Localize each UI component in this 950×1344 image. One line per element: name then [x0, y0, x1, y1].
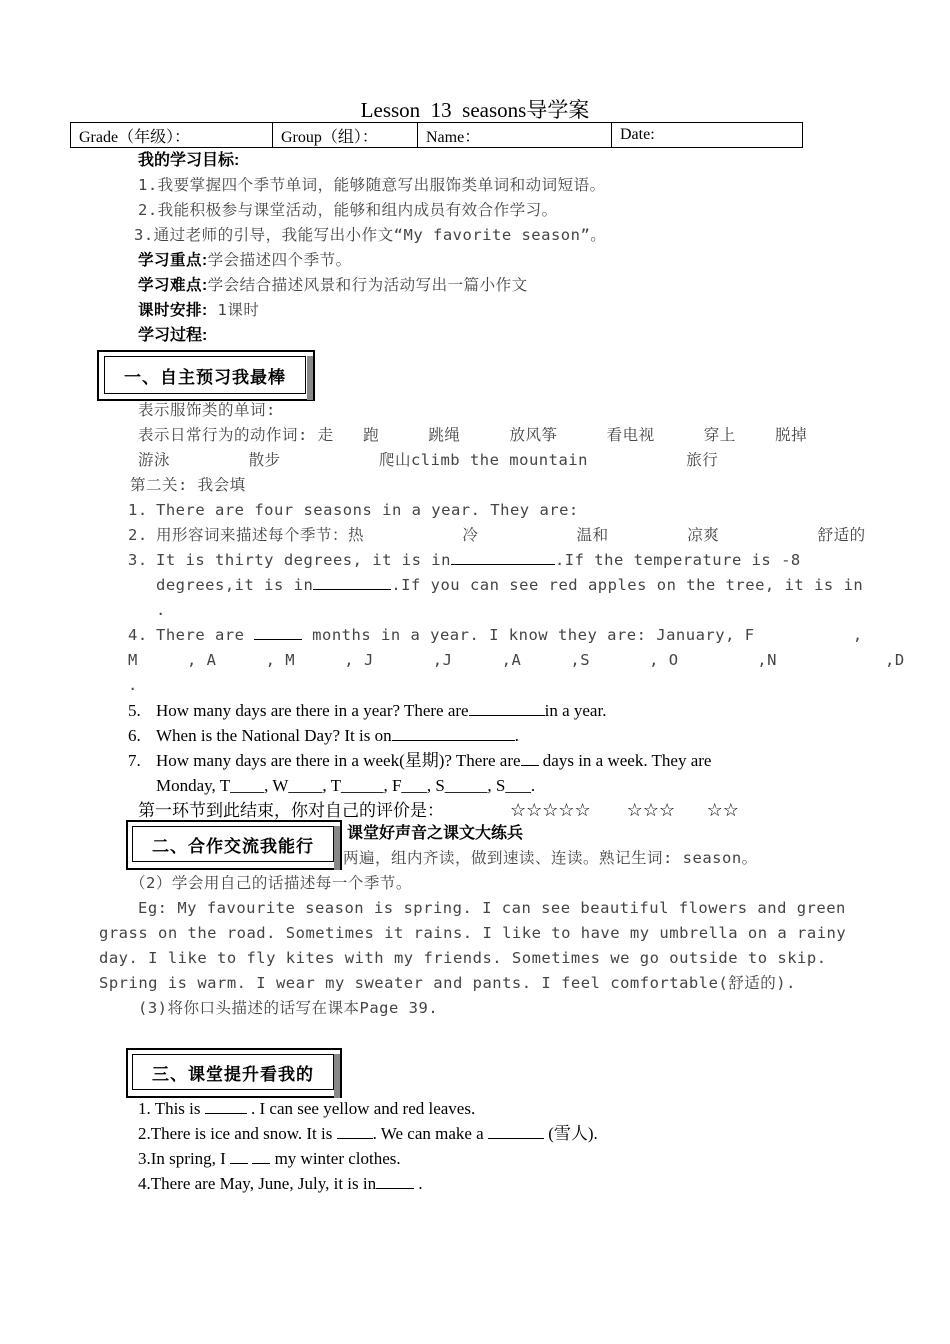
section2-line-2: （2）学会用自己的话描述每一个季节。 [130, 874, 412, 892]
page-title: Lesson 13 seasons导学案 [360, 98, 590, 122]
verbs-line-1: 表示日常行为的动作词: 走 跑 跳绳 放风筝 看电视 穿上 脱掉 [138, 426, 808, 444]
goals-heading: 我的学习目标: [138, 152, 240, 169]
name-field[interactable]: Name： [418, 123, 612, 148]
question-2: 2. 用形容词来描述每个季节：热 冷 温和 凉爽 舒适的 [128, 526, 866, 544]
date-field[interactable]: Date: [612, 123, 803, 148]
section3-box [126, 1048, 346, 1100]
question-4-months: M , A , M , J ,J ,A ,S , O ,N ,D [128, 651, 905, 669]
schedule-line [138, 298, 259, 323]
schedule-label: 课时安排: [138, 302, 208, 319]
focus-label: 学习重点: [138, 252, 208, 269]
exercise-1: 1. This is . I can see yellow and red leaves. [138, 1099, 476, 1118]
question-4: 4. There are months in a year. I know they are: January, F , [128, 626, 863, 644]
question-5: 5. How many days are there in a year? There are in a year. [128, 701, 607, 720]
verbs-line-2: 游泳 散步 爬山climb the mountain 旅行 [138, 451, 719, 469]
exercise-4: 4.There are May, June, July, it is in . [138, 1174, 423, 1193]
blank[interactable] [521, 751, 539, 766]
clothes-words: 表示服饰类的单词: [138, 401, 276, 419]
process-label: 学习过程: [138, 327, 208, 344]
blank[interactable] [252, 1149, 270, 1164]
exercise-3: 3.In spring, I my winter clothes. [138, 1149, 401, 1168]
blank[interactable] [392, 726, 515, 741]
example-line-4: Spring is warm. I wear my sweater and pants. I feel comfortable(舒适的). [99, 974, 796, 992]
level2-heading: 第二关: 我会填 [130, 476, 246, 494]
question-7: 7. How many days are there in a week(星期)? There are days in a week. They are [128, 751, 712, 770]
section2-title: 二、合作交流我能行 [132, 826, 334, 862]
example-line-2: grass on the road. Sometimes it rains. I like to have my umbrella on a rainy [99, 924, 847, 942]
question-3-end: . [156, 601, 166, 619]
difficulty-line [138, 273, 528, 298]
blank[interactable] [254, 625, 302, 640]
section3-title: 三、课堂提升看我的 [132, 1054, 334, 1090]
section2-line-3: (3)将你口头描述的话写在课本Page 39. [138, 999, 439, 1017]
blank[interactable] [205, 1099, 247, 1114]
focus-text: 学会描述四个季节。 [207, 251, 352, 269]
section2-line-1: 两遍，组内齐读，做到速读、连读。熟记生词: season。 [343, 849, 758, 867]
question-1: 1. There are four seasons in a year. They are: [128, 501, 579, 519]
section1-box [97, 350, 317, 402]
grade-field[interactable]: Grade（年级）： [71, 123, 273, 148]
info-table [70, 122, 803, 148]
section2-box [126, 820, 346, 872]
blank[interactable] [451, 550, 555, 565]
section2-subheading: 课堂好声音之课文大练兵 [347, 825, 524, 842]
question-6: 6. When is the National Day? It is on . [128, 726, 519, 745]
example-line-3: day. I like to fly kites with my friends. Sometimes we go outside to skip. [99, 949, 827, 967]
focus-line [138, 248, 352, 273]
difficulty-text: 学会结合描述风景和行为活动写出一篇小作文 [207, 276, 528, 294]
self-evaluation: 第一环节到此结束，你对自己的评价是： [138, 801, 444, 820]
group-field[interactable]: Group（组）： [273, 123, 418, 148]
blank[interactable] [313, 575, 391, 590]
blank[interactable] [376, 1174, 414, 1189]
question-3-cont: degrees,it is in .If you can see red apples on the tree, it is in [156, 576, 864, 594]
star-rating[interactable]: ☆☆☆☆☆ ☆☆☆ ☆☆ [510, 800, 739, 820]
section1-title: 一、自主预习我最棒 [104, 356, 306, 394]
blank[interactable] [469, 701, 545, 716]
example-line-1: Eg: My favourite season is spring. I can see beautiful flowers and green [138, 899, 846, 917]
exercise-2: 2.There is ice and snow. It is . We can make a (雪人). [138, 1124, 598, 1143]
goal-item-3: 3.通过老师的引导，我能写出小作文“My favorite season”。 [134, 226, 607, 244]
question-4-end: . [128, 676, 138, 694]
goal-item-1: 1.我要掌握四个季节单词，能够随意写出服饰类单词和动词短语。 [138, 176, 606, 194]
blank[interactable] [230, 1149, 248, 1164]
difficulty-label: 学习难点: [138, 277, 208, 294]
goal-item-2: 2.我能积极参与课堂活动，能够和组内成员有效合作学习。 [138, 201, 558, 219]
schedule-text: 1课时 [207, 301, 260, 319]
blank[interactable] [337, 1124, 373, 1139]
blank[interactable] [488, 1124, 544, 1139]
question-3: 3. It is thirty degrees, it is in .If the temperature is -8 [128, 551, 801, 569]
question-7-days: Monday, T____, W____, T_____, F___, S_____, S___. [156, 776, 536, 795]
